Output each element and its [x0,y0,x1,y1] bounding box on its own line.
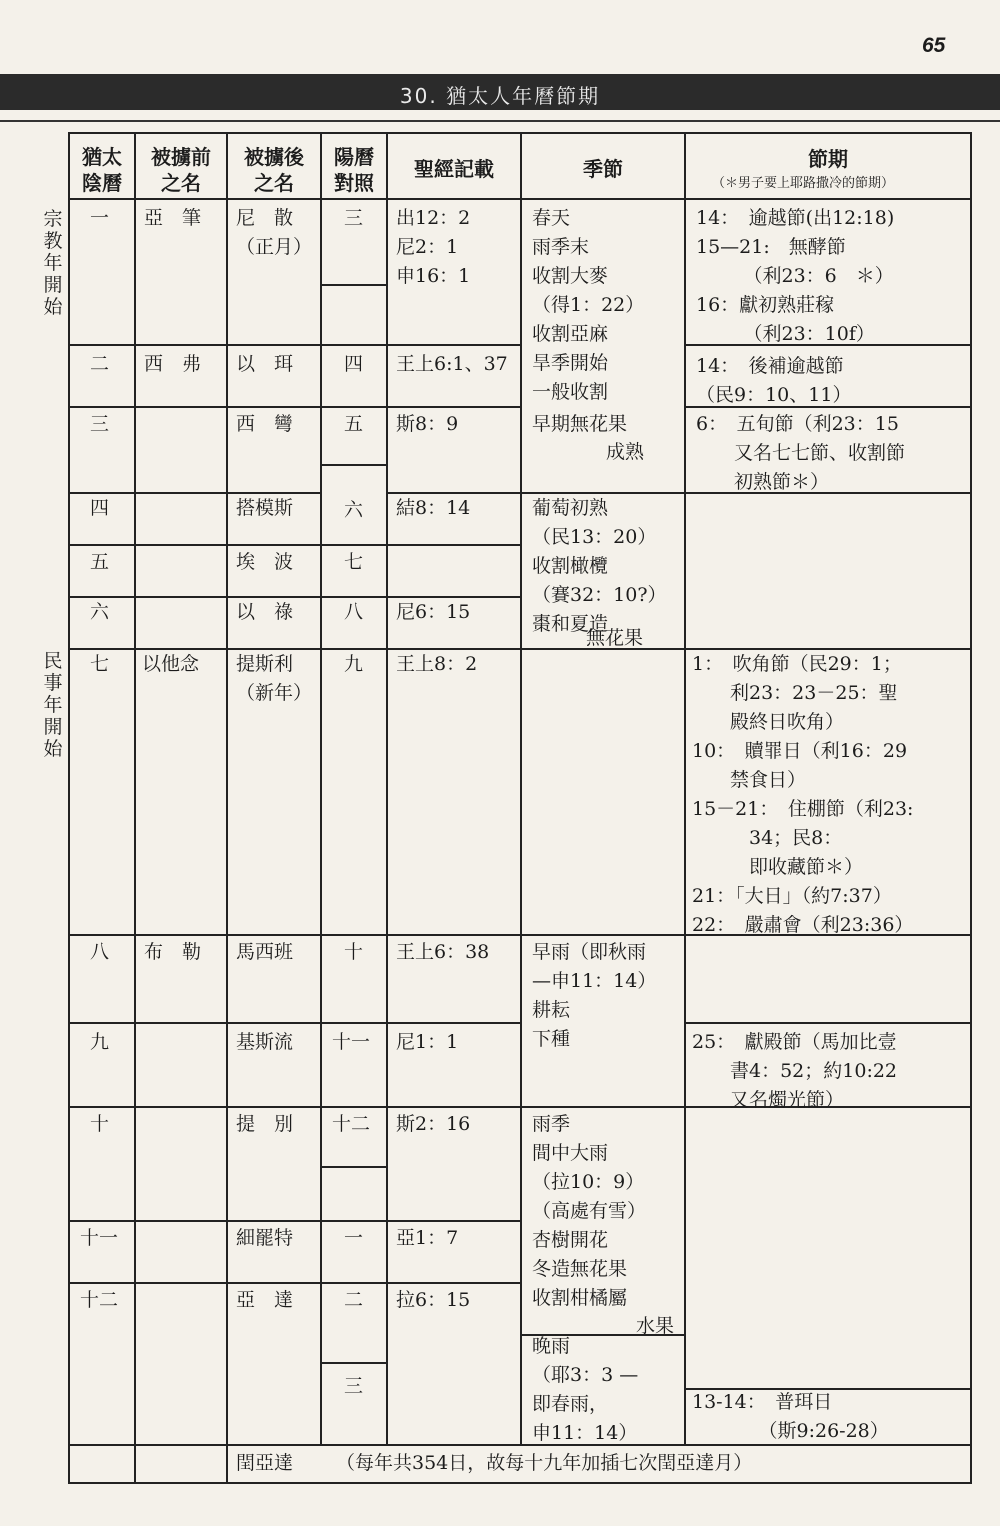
intercalary-name: 閏亞達 [236,1452,294,1474]
month-7: 七 [90,653,110,675]
solar-6: 六 [344,499,364,521]
header-post-exile: 被擄後 之名 [244,145,304,195]
festival-purim: 13-14： 普珥日 （斯9:26-28） [692,1391,889,1442]
post-name-2: 以 珥 [236,353,294,375]
scripture-4: 結8：14 [396,497,471,519]
month-9: 九 [90,1031,110,1053]
post-name-5: 埃 波 [236,551,294,573]
month-12: 十二 [80,1289,119,1311]
season-early-figs-2: 成熟 [606,441,645,463]
season-rainy: 雨季 間中大雨 （拉10：9） （高處有雪） 杏樹開花 冬造無花果 收割柑橘屬 [532,1113,647,1309]
season-spring: 春天 雨季末 收割大麥 （得1：22） 收割亞麻 旱季開始 一般收割 [532,207,645,403]
season-late-rain: 晚雨 （耶3：3 — 即春雨， 申11：14） [532,1335,639,1444]
solar-11: 十一 [332,1031,371,1053]
month-6: 六 [90,601,110,623]
scripture-9: 尼1：1 [396,1031,459,1053]
post-name-12: 亞 達 [236,1289,294,1311]
solar-12: 十二 [332,1113,371,1135]
header-jewish-month: 猶太 陰曆 [82,145,122,195]
festival-pentecost: 6： 五旬節（利23：15 又名七七節、收割節 初熟節＊） [696,413,906,493]
header-solar: 陽曆 對照 [334,145,374,195]
season-early-figs: 早期無花果 [532,413,628,435]
post-name-9: 基斯流 [236,1031,294,1053]
solar-10: 十 [344,941,364,963]
solar-3b: 三 [344,1375,364,1397]
month-10: 十 [90,1113,110,1135]
month-2: 二 [90,353,110,375]
post-name-6: 以 祿 [236,601,294,623]
pre-name-1: 亞 筆 [144,207,202,229]
solar-2: 二 [344,1289,364,1311]
header-scripture: 聖經記載 [414,157,494,181]
solar-8: 八 [344,601,364,623]
season-early-rain: 早雨（即秋雨 —申11：14） 耕耘 下種 [532,941,657,1050]
post-name-11: 細罷特 [236,1227,294,1249]
festival-passover: 14： 逾越節(出12:18) 15—21: 無酵節 （利23：6 ＊） 16：獻初熟莊稼 （利23：10f） [696,207,895,345]
pre-name-8: 布 勒 [144,941,202,963]
month-5: 五 [90,551,110,573]
month-3: 三 [90,413,110,435]
solar-5: 五 [344,413,364,435]
scripture-6: 尼6：15 [396,601,471,623]
solar-7: 七 [344,551,364,573]
scripture-3: 斯8：9 [396,413,459,435]
month-11: 十一 [80,1227,119,1249]
scripture-12: 拉6：15 [396,1289,471,1311]
header-season: 季節 [583,157,623,181]
month-8: 八 [90,941,110,963]
festival-second-passover: 14： 後補逾越節 （民9：10、11） [696,355,852,406]
title-rule [0,120,1000,122]
month-1: 一 [90,207,110,229]
festival-tishri: 1： 吹角節（民29：1； 利23：23－25：聖 殿終日吹角） 10： 贖罪日（利16：29 禁食日） 15－21： 住棚節（利23: 34；民8： 即收藏節＊） 21：「大日」（約7:37） 22： 嚴肅會（利23:36） [692,653,914,936]
religious-year-label: 宗教年開始 [43,208,63,318]
post-name-8: 馬西班 [236,941,294,963]
civil-year-label: 民事年開始 [43,650,63,760]
solar-4: 四 [344,353,364,375]
post-name-1: 尼 散 （正月） [236,207,313,258]
post-name-4: 搭模斯 [236,497,294,519]
header-pre-exile: 被擄前 之名 [151,145,211,195]
scripture-1: 出12：2 尼2：1 申16：1 [396,207,471,287]
pre-name-2: 西 弗 [144,353,202,375]
solar-3: 三 [344,207,364,229]
scripture-2: 王上6:1、37 [396,353,508,375]
pre-name-7: 以他念 [142,653,200,675]
post-name-10: 提 別 [236,1113,294,1135]
post-name-7: 提斯利 （新年） [236,653,313,704]
scripture-7: 王上8：2 [396,653,478,675]
festival-hanukkah: 25： 獻殿節（馬加比壹 書4：52；約10:22 又名燭光節） [692,1031,898,1111]
page-number: 65 [922,34,946,57]
season-citrus: 水果 [636,1315,675,1337]
scripture-11: 亞1：7 [396,1227,459,1249]
post-name-3: 西 彎 [236,413,294,435]
season-summer-figs: 無花果 [586,627,644,649]
header-festival: 節期 [808,147,848,171]
intercalary-note: （每年共354日，故每十九年加插七次閏亞達月） [336,1452,753,1474]
solar-1: 一 [344,1227,364,1249]
scripture-8: 王上6：38 [396,941,490,963]
header-festival-note: （＊男子要上耶路撒冷的節期） [712,176,895,191]
month-4: 四 [90,497,110,519]
season-grapes: 葡萄初熟 （民13：20） 收割橄欖 （賽32：10?） 棗和夏造 [532,497,667,635]
solar-9: 九 [344,653,364,675]
scripture-10: 斯2：16 [396,1113,471,1135]
page-title: 30. 猶太人年曆節期 [399,84,601,108]
